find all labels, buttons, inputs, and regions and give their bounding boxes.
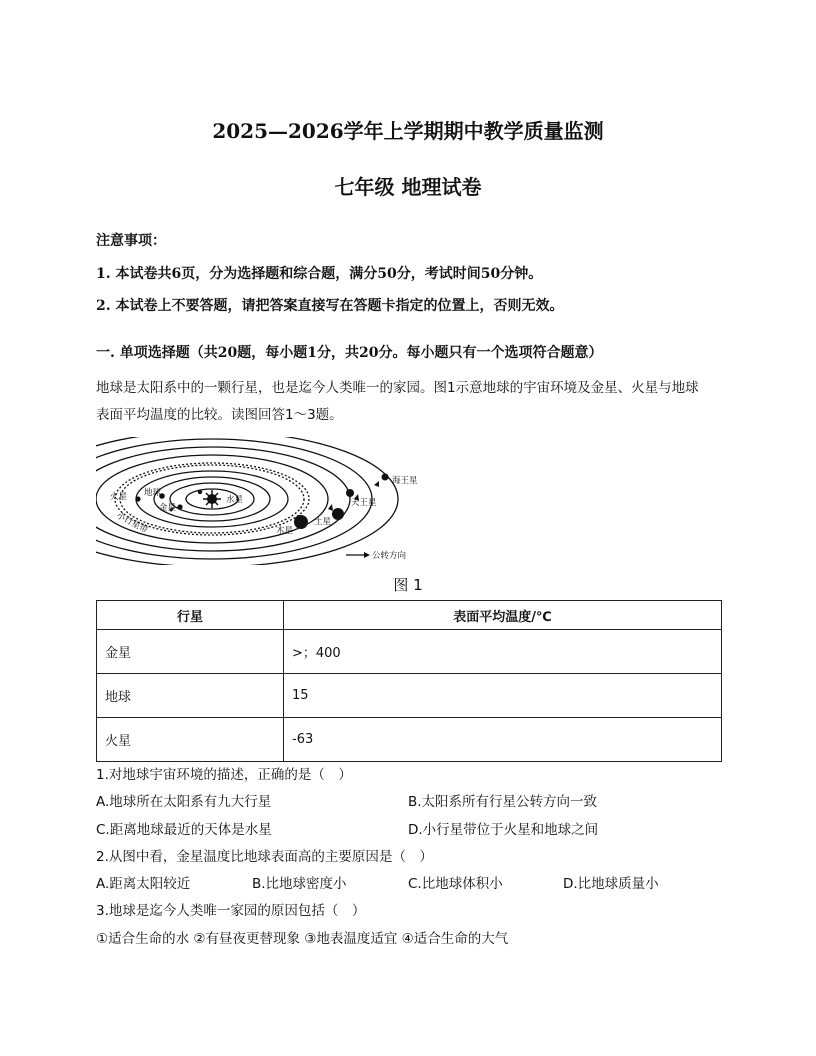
question-2-option-c: C.比地球体积小 — [408, 876, 503, 892]
table-header-row — [97, 601, 722, 630]
orbit-arrow — [328, 504, 333, 511]
question-1-option-a: A.地球所在太阳系有九大行星 — [96, 794, 272, 810]
sun-icon — [203, 490, 221, 508]
neptune-dot — [382, 474, 389, 481]
question-2-option-b: B.比地球密度小 — [252, 876, 347, 892]
label-mercury: 水星 — [226, 495, 244, 505]
table-cell: 金星 — [97, 630, 284, 674]
notice-item-2: 2. 本试卷上不要答题，请把答案直接写在答题卡指定的位置上，否则无效。 — [96, 298, 564, 314]
question-1-option-b: B.太阳系所有行星公转方向一致 — [408, 794, 598, 810]
question-3-items: ①适合生命的水 ②有昼夜更替现象 ③地表温度适宜 ④适合生命的大气 — [96, 931, 509, 947]
question-1-stem: 1.对地球宇宙环境的描述，正确的是（ ） — [96, 767, 352, 783]
question-2-option-a: A.距离太阳较近 — [96, 876, 191, 892]
question-3-stem: 3.地球是迄今人类唯一家园的原因包括（ ） — [96, 903, 366, 919]
table-header: 表面平均温度/℃ — [284, 601, 722, 630]
orbit-arrow — [374, 481, 379, 487]
table-header: 行星 — [97, 601, 284, 630]
label-earth: 地球 — [144, 488, 162, 498]
notice-item-1: 1. 本试卷共6页，分为选择题和综合题，满分50分，考试时间50分钟。 — [96, 266, 543, 282]
label-neptune: 海王星 — [392, 476, 418, 486]
intro-line-2: 表面平均温度的比较。读图回答1～3题。 — [96, 407, 343, 423]
label-saturn: 土星 — [314, 517, 332, 527]
jupiter-dot — [294, 515, 308, 529]
venus-dot — [177, 504, 182, 509]
saturn-dot — [332, 508, 344, 520]
label-mars: 火星 — [110, 492, 128, 502]
question-2-option-d: D.比地球质量小 — [563, 876, 659, 892]
mercury-dot — [198, 490, 202, 494]
figure-caption: 图 1 — [393, 576, 423, 594]
question-2-stem: 2.从图中看，金星温度比地球表面高的主要原因是（ ） — [96, 849, 433, 865]
temperature-table — [96, 600, 722, 762]
label-asteroid-belt: 小行星带 — [114, 510, 150, 536]
label-jupiter: 木星 — [276, 526, 294, 536]
question-1-option-c: C.距离地球最近的天体是水星 — [96, 822, 272, 838]
table-cell: 15 — [284, 674, 722, 718]
table-cell: -63 — [284, 718, 722, 762]
mars-dot — [135, 496, 140, 501]
exam-title: 2025—2026学年上学期期中教学质量监测 — [212, 119, 604, 143]
table-cell: 地球 — [97, 674, 284, 718]
notice-heading: 注意事项： — [96, 233, 166, 249]
exam-subtitle: 七年级 地理试卷 — [334, 175, 482, 199]
intro-line-1: 地球是太阳系中的一颗行星，也是迄今人类唯一的家园。图1示意地球的宇宙环境及金星、火星与地球 — [96, 380, 699, 396]
table-row — [97, 718, 722, 762]
table-row — [97, 674, 722, 718]
label-uranus: 天王星 — [351, 498, 377, 508]
label-direction: 公转方向 — [372, 551, 407, 561]
label-venus: 金星 — [159, 503, 177, 513]
direction-legend-arrow — [346, 552, 370, 558]
table-cell: >；400 — [284, 630, 722, 674]
section-heading: 一. 单项选择题（共20题，每小题1分，共20分。每小题只有一个选项符合题意） — [96, 345, 603, 361]
table-cell: 火星 — [97, 718, 284, 762]
table-row — [97, 630, 722, 674]
uranus-dot — [346, 489, 354, 497]
question-1-option-d: D.小行星带位于火星和地球之间 — [408, 822, 599, 838]
solar-system-diagram — [96, 437, 436, 565]
